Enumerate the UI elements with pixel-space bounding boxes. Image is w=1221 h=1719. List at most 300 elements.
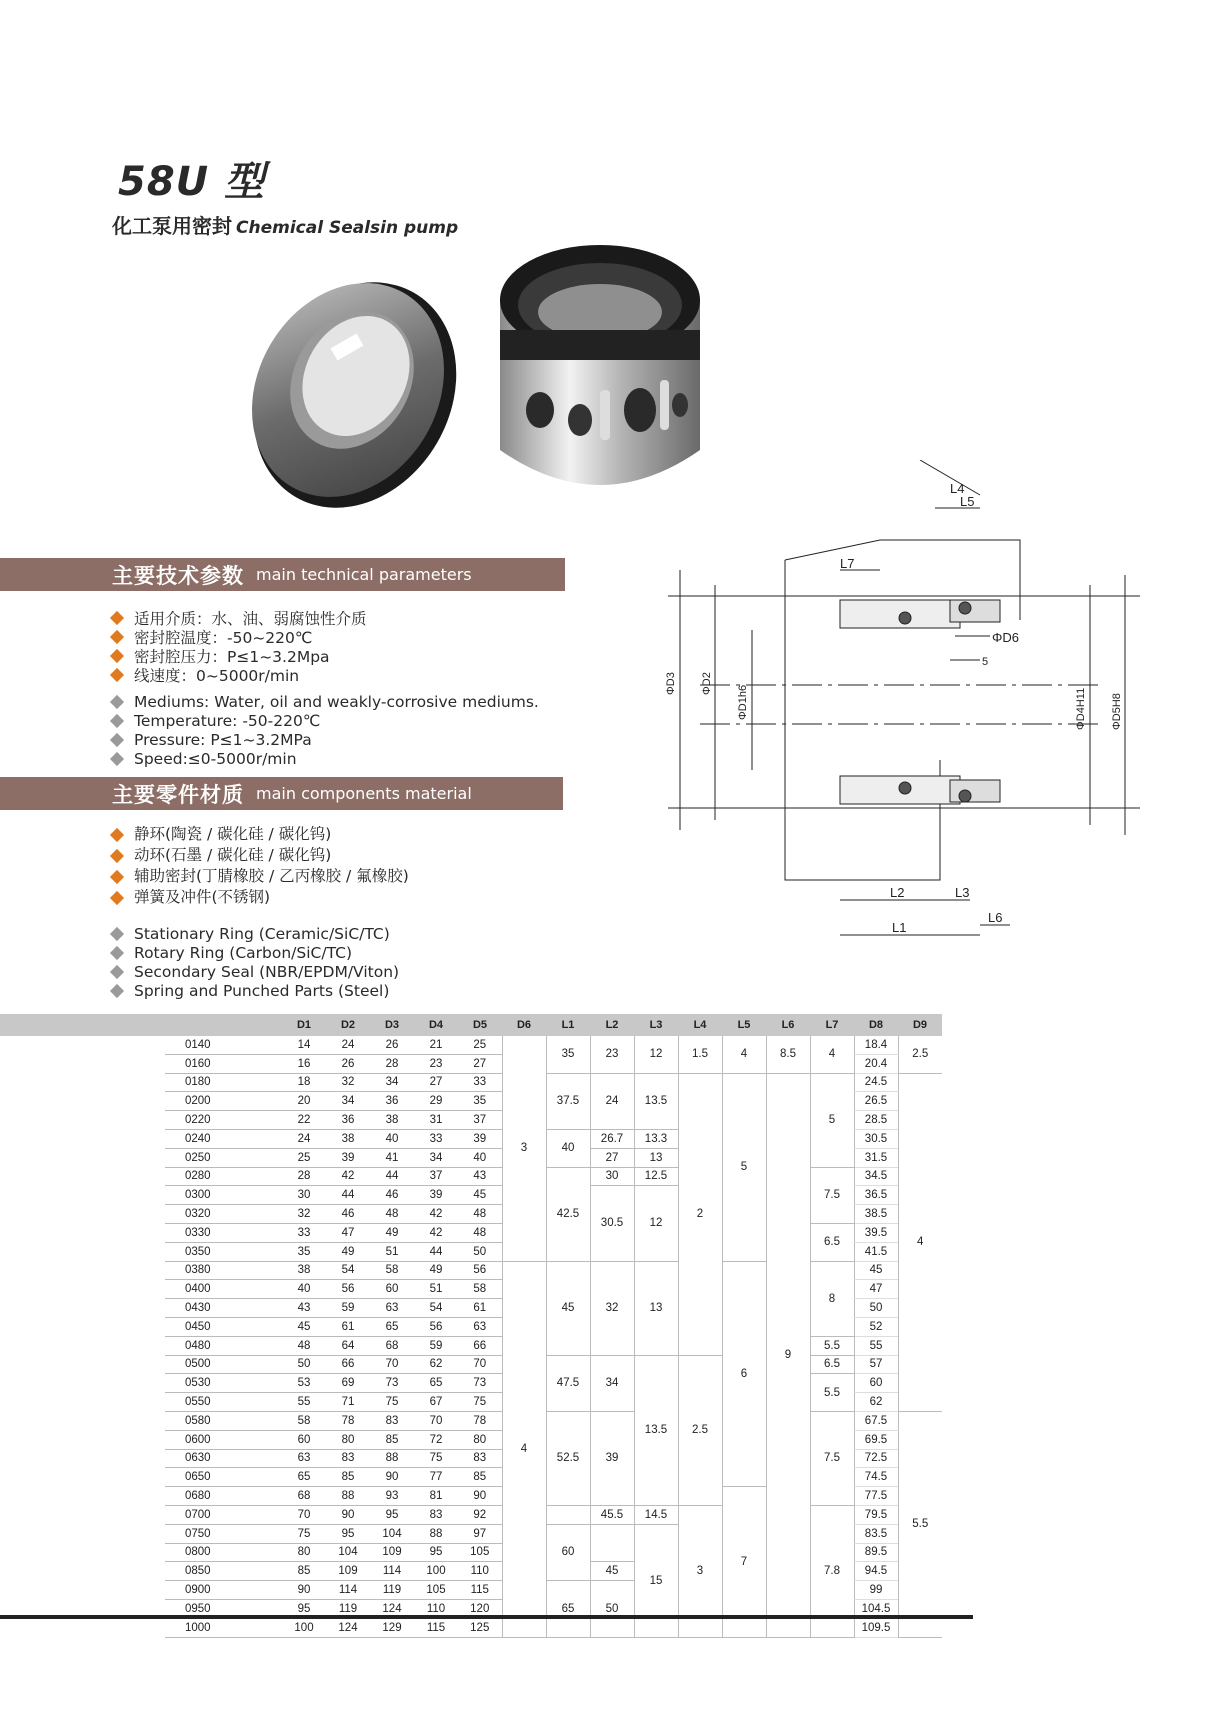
cell-dim: 47 <box>326 1223 370 1242</box>
cell-d6: 3 <box>502 1036 546 1261</box>
cell-model: 0950 <box>165 1599 282 1618</box>
bullet-icon <box>110 610 124 624</box>
cell-l2: 50 <box>590 1581 634 1637</box>
cell-d8: 30.5 <box>854 1129 898 1148</box>
cell-dim: 61 <box>326 1317 370 1336</box>
cell-d8: 104.5 <box>854 1599 898 1618</box>
list-item <box>112 924 399 943</box>
row-spacer <box>0 1073 165 1092</box>
bullet-icon <box>110 869 124 883</box>
cell-dim: 85 <box>458 1468 502 1487</box>
row-spacer <box>0 1505 165 1524</box>
cell-model: 0480 <box>165 1336 282 1355</box>
row-spacer <box>0 1111 165 1130</box>
subtitle-cn: 化工泵用密封 <box>112 214 232 238</box>
cell-dim: 75 <box>370 1393 414 1412</box>
cell-dim: 64 <box>326 1336 370 1355</box>
bullet-icon <box>110 713 124 727</box>
diagram-label-d5: ΦD5H8 <box>1111 693 1123 730</box>
cell-dim: 66 <box>458 1336 502 1355</box>
cell-dim: 93 <box>370 1487 414 1506</box>
cell-dim: 56 <box>458 1261 502 1280</box>
cell-l5: 4 <box>722 1036 766 1073</box>
list-item <box>112 943 399 962</box>
cell-dim: 40 <box>458 1148 502 1167</box>
cell-dim: 39 <box>326 1148 370 1167</box>
cell-dim: 65 <box>370 1317 414 1336</box>
section-technical-en: main technical parameters <box>256 565 472 584</box>
list-item <box>112 608 367 627</box>
cell-model: 0650 <box>165 1468 282 1487</box>
cell-dim: 42 <box>326 1167 370 1186</box>
bullet-icon <box>110 751 124 765</box>
cell-dim: 105 <box>458 1543 502 1562</box>
list-item-text: 弹簧及冲件(不锈钢) <box>134 887 271 906</box>
cell-dim: 37 <box>458 1111 502 1130</box>
bullet-icon <box>110 694 124 708</box>
cell-d8: 26.5 <box>854 1092 898 1111</box>
column-header: D2 <box>326 1014 370 1036</box>
table-bottom-rule <box>0 1615 973 1619</box>
cell-dim: 75 <box>282 1524 326 1543</box>
cell-dim: 25 <box>458 1036 502 1054</box>
cell-dim: 35 <box>282 1242 326 1261</box>
cell-dim: 26 <box>326 1054 370 1073</box>
cell-dim: 56 <box>326 1280 370 1299</box>
cell-dim: 70 <box>414 1411 458 1430</box>
cell-l1: 45 <box>546 1261 590 1355</box>
cell-dim: 42 <box>414 1205 458 1224</box>
cell-dim: 18 <box>282 1073 326 1092</box>
cell-dim: 115 <box>458 1581 502 1600</box>
cell-dim: 27 <box>414 1073 458 1092</box>
cell-d6: 4 <box>502 1261 546 1637</box>
cell-dim: 78 <box>326 1411 370 1430</box>
cell-dim: 49 <box>326 1242 370 1261</box>
cell-model: 0550 <box>165 1393 282 1412</box>
cell-dim: 49 <box>414 1261 458 1280</box>
cell-dim: 95 <box>414 1543 458 1562</box>
cell-dim: 80 <box>326 1430 370 1449</box>
cell-model: 0850 <box>165 1562 282 1581</box>
cell-l3: 15 <box>634 1524 678 1637</box>
list-item <box>112 711 539 730</box>
cell-l5: 7 <box>722 1487 766 1637</box>
cell-d8: 41.5 <box>854 1242 898 1261</box>
bullet-icon <box>110 926 124 940</box>
cell-l2: 34 <box>590 1355 634 1411</box>
list-item <box>112 866 409 887</box>
spec-table <box>0 1014 942 1638</box>
row-spacer <box>0 1562 165 1581</box>
list-item <box>112 981 399 1000</box>
row-spacer <box>0 1449 165 1468</box>
cell-d8: 62 <box>854 1393 898 1412</box>
column-header: D8 <box>854 1014 898 1036</box>
list-item-text: Speed:≤0-5000r/min <box>134 749 297 768</box>
cell-dim: 88 <box>414 1524 458 1543</box>
cell-dim: 36 <box>370 1092 414 1111</box>
cell-dim: 88 <box>370 1449 414 1468</box>
cell-dim: 109 <box>326 1562 370 1581</box>
list-item <box>112 627 367 646</box>
cell-dim: 33 <box>458 1073 502 1092</box>
cell-dim: 66 <box>326 1355 370 1374</box>
cell-dim: 39 <box>414 1186 458 1205</box>
cell-dim: 43 <box>458 1167 502 1186</box>
cell-dim: 58 <box>458 1280 502 1299</box>
cell-model: 0330 <box>165 1223 282 1242</box>
diagram-label-l7: L7 <box>840 556 855 571</box>
cell-dim: 114 <box>326 1581 370 1600</box>
header-model <box>165 1014 282 1036</box>
bullet-icon <box>110 629 124 643</box>
cell-dim: 42 <box>414 1223 458 1242</box>
cell-model: 0280 <box>165 1167 282 1186</box>
cell-dim: 100 <box>414 1562 458 1581</box>
row-spacer <box>0 1129 165 1148</box>
row-spacer <box>0 1393 165 1412</box>
cell-model: 0160 <box>165 1054 282 1073</box>
cell-d8: 24.5 <box>854 1073 898 1092</box>
cell-dim: 50 <box>458 1242 502 1261</box>
row-spacer <box>0 1223 165 1242</box>
cell-model: 0700 <box>165 1505 282 1524</box>
cell-d8: 50 <box>854 1299 898 1318</box>
bullet-icon <box>110 890 124 904</box>
cell-l3: 12.5 <box>634 1167 678 1186</box>
cell-dim: 85 <box>326 1468 370 1487</box>
cell-dim: 44 <box>326 1186 370 1205</box>
cell-d8: 47 <box>854 1280 898 1299</box>
row-spacer <box>0 1036 165 1054</box>
row-spacer <box>0 1411 165 1430</box>
cell-dim: 49 <box>370 1223 414 1242</box>
cell-dim: 36 <box>326 1111 370 1130</box>
cell-dim: 24 <box>282 1129 326 1148</box>
list-item-text: Secondary Seal (NBR/EPDM/Viton) <box>134 962 400 981</box>
cell-dim: 70 <box>458 1355 502 1374</box>
row-spacer <box>0 1148 165 1167</box>
cell-l7: 6.5 <box>810 1223 854 1261</box>
cell-l2: 32 <box>590 1261 634 1355</box>
cell-dim: 51 <box>414 1280 458 1299</box>
list-item-text: Stationary Ring (Ceramic/SiC/TC) <box>134 924 390 943</box>
list-item-text: Rotary Ring (Carbon/SiC/TC) <box>134 943 352 962</box>
list-item <box>112 749 539 768</box>
cell-l3: 13 <box>634 1148 678 1167</box>
cell-model: 0580 <box>165 1411 282 1430</box>
cell-dim: 48 <box>282 1336 326 1355</box>
materials-list-cn <box>112 824 409 908</box>
cell-dim: 104 <box>326 1543 370 1562</box>
cell-d8: 31.5 <box>854 1148 898 1167</box>
cell-dim: 90 <box>326 1505 370 1524</box>
cell-d8: 83.5 <box>854 1524 898 1543</box>
cell-dim: 31 <box>414 1111 458 1130</box>
cell-l7: 8 <box>810 1261 854 1336</box>
cell-l2: 23 <box>590 1036 634 1073</box>
cell-d8: 79.5 <box>854 1505 898 1524</box>
cell-dim: 48 <box>370 1205 414 1224</box>
bullet-icon <box>110 732 124 746</box>
cell-d8: 57 <box>854 1355 898 1374</box>
cell-model: 0800 <box>165 1543 282 1562</box>
cell-l7: 6.5 <box>810 1355 854 1374</box>
bullet-icon <box>110 964 124 978</box>
column-header: L3 <box>634 1014 678 1036</box>
row-spacer <box>0 1430 165 1449</box>
list-item-text: 动环(石墨 / 碳化硅 / 碳化钨) <box>134 845 332 864</box>
cell-d8: 89.5 <box>854 1543 898 1562</box>
list-item-text: 密封腔温度：-50~220℃ <box>134 628 313 647</box>
list-item <box>112 730 539 749</box>
cell-l7: 5.5 <box>810 1374 854 1412</box>
column-header: L7 <box>810 1014 854 1036</box>
cell-dim: 51 <box>370 1242 414 1261</box>
table-row <box>0 1073 942 1092</box>
cell-dim: 39 <box>458 1129 502 1148</box>
cell-dim: 83 <box>326 1449 370 1468</box>
cell-model: 0750 <box>165 1524 282 1543</box>
cell-d8: 52 <box>854 1317 898 1336</box>
cell-d8: 55 <box>854 1336 898 1355</box>
section-bar-materials <box>0 777 563 810</box>
cell-dim: 90 <box>458 1487 502 1506</box>
cell-dim: 119 <box>326 1599 370 1618</box>
row-spacer <box>0 1054 165 1073</box>
column-header: D9 <box>898 1014 942 1036</box>
row-spacer <box>0 1186 165 1205</box>
list-item <box>112 887 409 908</box>
row-spacer <box>0 1167 165 1186</box>
technical-list-cn <box>112 608 367 684</box>
diagram-label-d2: ΦD2 <box>701 672 713 695</box>
cell-dim: 44 <box>414 1242 458 1261</box>
cell-l7: 7.5 <box>810 1167 854 1223</box>
row-spacer <box>0 1280 165 1299</box>
cell-model: 0450 <box>165 1317 282 1336</box>
materials-list-en <box>112 924 399 1000</box>
table-row <box>0 1036 942 1054</box>
cell-d8: 20.4 <box>854 1054 898 1073</box>
cell-model: 0900 <box>165 1581 282 1600</box>
cell-dim: 75 <box>414 1449 458 1468</box>
cell-dim: 85 <box>370 1430 414 1449</box>
cell-dim: 33 <box>414 1129 458 1148</box>
cell-l2: 26.7 <box>590 1129 634 1148</box>
cell-dim: 70 <box>370 1355 414 1374</box>
cell-dim: 83 <box>370 1411 414 1430</box>
cell-dim: 88 <box>326 1487 370 1506</box>
cell-l3: 12 <box>634 1036 678 1073</box>
diagram-label-l4: L4 <box>950 481 965 496</box>
cell-dim: 85 <box>282 1562 326 1581</box>
bullet-icon <box>110 848 124 862</box>
column-header: D6 <box>502 1014 546 1036</box>
cell-dim: 92 <box>458 1505 502 1524</box>
cell-dim: 73 <box>458 1374 502 1393</box>
spec-table-header <box>0 1014 942 1036</box>
cell-dim: 105 <box>414 1581 458 1600</box>
cell-d8: 45 <box>854 1261 898 1280</box>
cell-dim: 26 <box>370 1036 414 1054</box>
column-header: D3 <box>370 1014 414 1036</box>
cell-dim: 63 <box>458 1317 502 1336</box>
cell-dim: 20 <box>282 1092 326 1111</box>
list-item <box>112 646 367 665</box>
cell-d8: 77.5 <box>854 1487 898 1506</box>
cell-dim: 58 <box>282 1411 326 1430</box>
page-title: 58U 型 <box>118 159 266 205</box>
cell-l3: 14.5 <box>634 1505 678 1524</box>
cell-dim: 67 <box>414 1393 458 1412</box>
list-item-text: 静环(陶瓷 / 碳化硅 / 碳化钨) <box>134 824 332 843</box>
row-spacer <box>0 1618 165 1637</box>
cell-dim: 38 <box>326 1129 370 1148</box>
section-materials-cn: 主要零件材质 <box>112 782 244 807</box>
cell-dim: 30 <box>282 1186 326 1205</box>
cell-dim: 62 <box>414 1355 458 1374</box>
diagram-label-d3: ΦD3 <box>665 672 677 695</box>
cell-model: 0320 <box>165 1205 282 1224</box>
row-spacer <box>0 1581 165 1600</box>
row-spacer <box>0 1092 165 1111</box>
cell-dim: 95 <box>370 1505 414 1524</box>
cell-dim: 23 <box>414 1054 458 1073</box>
cell-d8: 67.5 <box>854 1411 898 1430</box>
row-spacer <box>0 1468 165 1487</box>
cell-d8: 18.4 <box>854 1036 898 1054</box>
bullet-icon <box>110 667 124 681</box>
cell-model: 0600 <box>165 1430 282 1449</box>
cell-dim: 58 <box>370 1261 414 1280</box>
cell-model: 1000 <box>165 1618 282 1637</box>
cell-dim: 59 <box>414 1336 458 1355</box>
diagram-label-l6: L6 <box>988 910 1003 925</box>
cell-dim: 44 <box>370 1167 414 1186</box>
cell-l4: 1.5 <box>678 1036 722 1073</box>
cell-dim: 55 <box>282 1393 326 1412</box>
cell-dim: 32 <box>326 1073 370 1092</box>
cell-l2 <box>590 1524 634 1562</box>
diagram-label-l3: L3 <box>955 885 970 900</box>
cell-dim: 129 <box>370 1618 414 1637</box>
cell-d8: 74.5 <box>854 1468 898 1487</box>
cell-l7: 7.8 <box>810 1505 854 1637</box>
list-item-text: Pressure: P≤1~3.2MPa <box>134 730 312 749</box>
cell-dim: 53 <box>282 1374 326 1393</box>
cell-d8: 38.5 <box>854 1205 898 1224</box>
cell-dim: 110 <box>458 1562 502 1581</box>
list-item <box>112 665 367 684</box>
diagram-label-d6: ΦD6 <box>992 630 1019 645</box>
row-spacer <box>0 1355 165 1374</box>
cell-model: 0530 <box>165 1374 282 1393</box>
cell-dim: 65 <box>282 1468 326 1487</box>
diagram-label-l5: L5 <box>960 494 975 509</box>
cell-l6: 8.5 <box>766 1036 810 1073</box>
cell-dim: 80 <box>458 1430 502 1449</box>
cell-l1: 60 <box>546 1524 590 1580</box>
cell-dim: 68 <box>282 1487 326 1506</box>
column-header: L2 <box>590 1014 634 1036</box>
list-item <box>112 692 539 711</box>
cell-dim: 65 <box>414 1374 458 1393</box>
cell-dim: 37 <box>414 1167 458 1186</box>
cell-dim: 60 <box>282 1430 326 1449</box>
cell-dim: 38 <box>370 1111 414 1130</box>
cell-l4: 3 <box>678 1505 722 1637</box>
subtitle-en: Chemical Sealsin pump <box>236 218 459 238</box>
cell-dim: 120 <box>458 1599 502 1618</box>
cell-d8: 109.5 <box>854 1618 898 1637</box>
cell-dim: 68 <box>370 1336 414 1355</box>
section-technical-cn: 主要技术参数 <box>112 563 244 588</box>
cell-d8: 34.5 <box>854 1167 898 1186</box>
cell-l7: 4 <box>810 1036 854 1073</box>
bullet-icon <box>110 648 124 662</box>
cell-l7: 5 <box>810 1073 854 1167</box>
row-spacer <box>0 1317 165 1336</box>
cell-dim: 22 <box>282 1111 326 1130</box>
technical-list-en <box>112 692 539 768</box>
cell-dim: 28 <box>282 1167 326 1186</box>
cell-dim: 95 <box>282 1599 326 1618</box>
column-header: D4 <box>414 1014 458 1036</box>
cell-d8: 60 <box>854 1374 898 1393</box>
cell-d8: 28.5 <box>854 1111 898 1130</box>
cell-d9: 2.5 <box>898 1036 942 1073</box>
cell-dim: 54 <box>414 1299 458 1318</box>
cell-dim: 77 <box>414 1468 458 1487</box>
column-header: L5 <box>722 1014 766 1036</box>
cell-model: 0250 <box>165 1148 282 1167</box>
cell-dim: 54 <box>326 1261 370 1280</box>
cell-dim: 90 <box>370 1468 414 1487</box>
cell-dim: 48 <box>458 1223 502 1242</box>
cell-l5: 5 <box>722 1073 766 1261</box>
cell-dim: 90 <box>282 1581 326 1600</box>
cell-dim: 109 <box>370 1543 414 1562</box>
cell-l1: 37.5 <box>546 1073 590 1129</box>
cell-l3: 13 <box>634 1261 678 1355</box>
cell-l1: 47.5 <box>546 1355 590 1411</box>
cell-d8: 39.5 <box>854 1223 898 1242</box>
cell-d9: 4 <box>898 1073 942 1411</box>
list-item <box>112 824 409 845</box>
row-spacer <box>0 1261 165 1280</box>
cell-l2: 39 <box>590 1411 634 1505</box>
cell-dim: 119 <box>370 1581 414 1600</box>
bullet-icon <box>110 983 124 997</box>
row-spacer <box>0 1242 165 1261</box>
cell-l4: 2.5 <box>678 1355 722 1505</box>
cell-l3: 13.3 <box>634 1129 678 1148</box>
row-spacer <box>0 1374 165 1393</box>
cell-l1: 40 <box>546 1129 590 1167</box>
cell-dim: 125 <box>458 1618 502 1637</box>
cell-model: 0200 <box>165 1092 282 1111</box>
cell-model: 0680 <box>165 1487 282 1506</box>
cell-l7: 7.5 <box>810 1411 854 1505</box>
list-item-text: 线速度：0~5000r/min <box>134 666 300 685</box>
cell-l4: 2 <box>678 1073 722 1355</box>
cell-dim: 63 <box>370 1299 414 1318</box>
cell-dim: 124 <box>326 1618 370 1637</box>
cell-dim: 48 <box>458 1205 502 1224</box>
cell-l7: 5.5 <box>810 1336 854 1355</box>
